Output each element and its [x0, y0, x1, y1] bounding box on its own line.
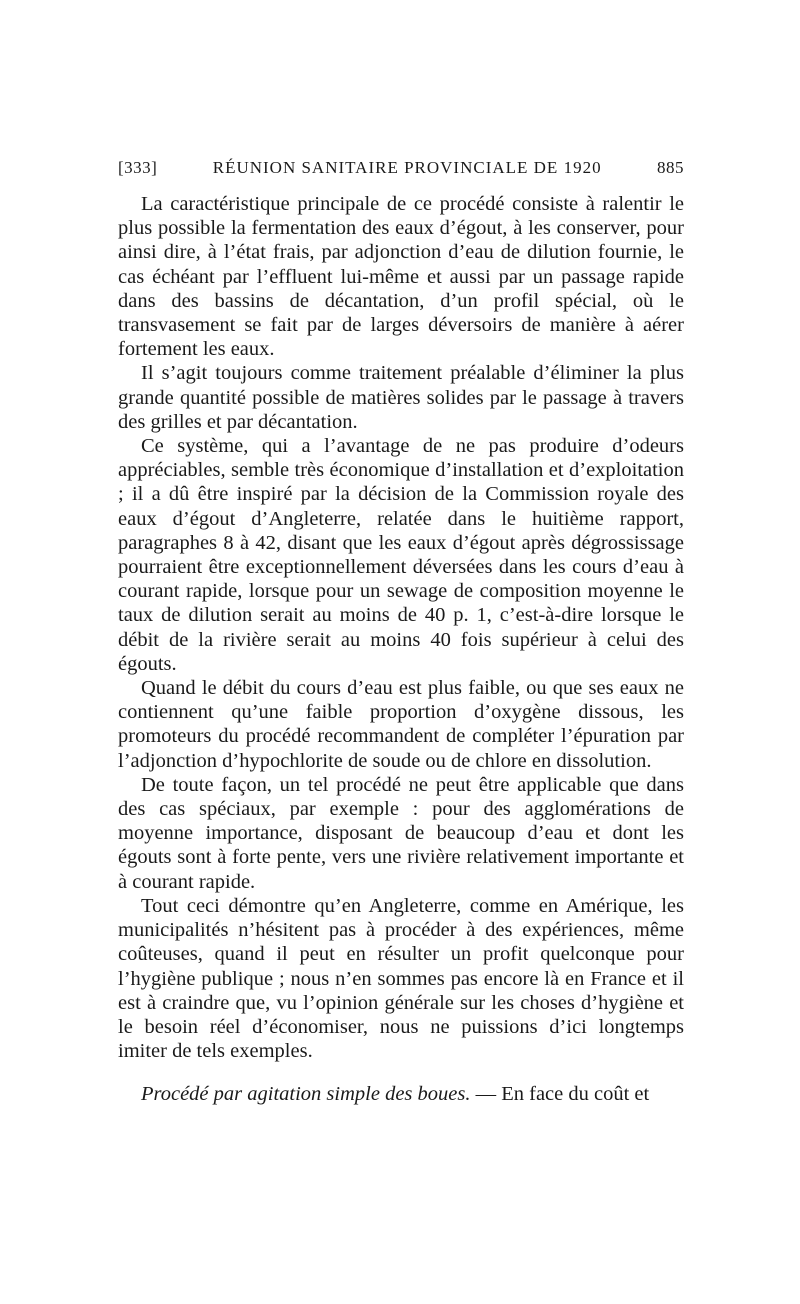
- page-number: 885: [656, 158, 684, 177]
- running-header: [118, 158, 684, 178]
- paragraph: Ce système, qui a l’avantage de ne pas produire d’odeurs appréciables, semble très économique d’installation et d’exploitation ; il a dû être inspiré par la décision de la Commission royale des eaux d’égout d’Angleterre, relatée dans le huitième rapport, paragraphes 8 à 42, disant que les eaux d’égout après dégrossissage pourraient être exceptionnellement déversées dans les cours d’eau à courant rapide, lorsque pour un sewage de composition moyenne le taux de dilution serait au moins de 40 p. 1, c’est-à-dire lorsque le débit de la rivière serait au moins 40 fois supérieur à celui des égouts.: [118, 435, 684, 675]
- paragraph: Il s’agit toujours comme traitement préalable d’éliminer la plus grande quantité possible de matières solides par le passage à travers des grilles et par décantation.: [118, 362, 684, 433]
- paragraph: Quand le débit du cours d’eau est plus faible, ou que ses eaux ne contiennent qu’une faible proportion d’oxygène dissous, les promoteurs du procédé recommandent de compléter l’épuration par l’adjonction d’hypochlorite de soude ou de chlore en dissolution.: [118, 677, 684, 772]
- paragraph: La caractéristique principale de ce procédé consiste à ralentir le plus possible la fermentation des eaux d’égout, à les conserver, pour ainsi dire, à l’état frais, par adjonction d’eau de dilution fournie, le cas échéant par l’effluent lui-même et aussi par un passage rapide dans des bassins de décantation, d’un profil spécial, où le transvasement se fait par de larges déversoirs de manière à aérer fortement les eaux.: [118, 193, 684, 361]
- section-text: — En face du coût et: [470, 1083, 650, 1106]
- page-reference: [333]: [118, 158, 158, 177]
- section-heading: Procédé par agitation simple des boues.: [141, 1083, 471, 1106]
- running-title: RÉUNION SANITAIRE PROVINCIALE DE 1920: [212, 158, 602, 177]
- body-text: [118, 192, 684, 1107]
- paragraph: De toute façon, un tel procédé ne peut être applicable que dans des cas spéciaux, par exemple : pour des agglomérations de moyenne importance, disposant de beaucoup d’eau et dont les égouts sont à forte pente, vers une rivière relativement importante et à courant rapide.: [118, 773, 684, 893]
- paragraph: Tout ceci démontre qu’en Angleterre, comme en Amérique, les municipalités n’hésitent pas à procéder à des expériences, même coûteuses, quand il peut en résulter un profit quelconque pour l’hygiène publique ; nous n’en sommes pas encore là en France et il est à craindre que, vu l’opinion générale sur les choses d’hygiène et le besoin réel d’économiser, nous ne puissions d’ici longtemps imiter de tels exemples.: [118, 894, 684, 1063]
- section-paragraph: [118, 1082, 684, 1106]
